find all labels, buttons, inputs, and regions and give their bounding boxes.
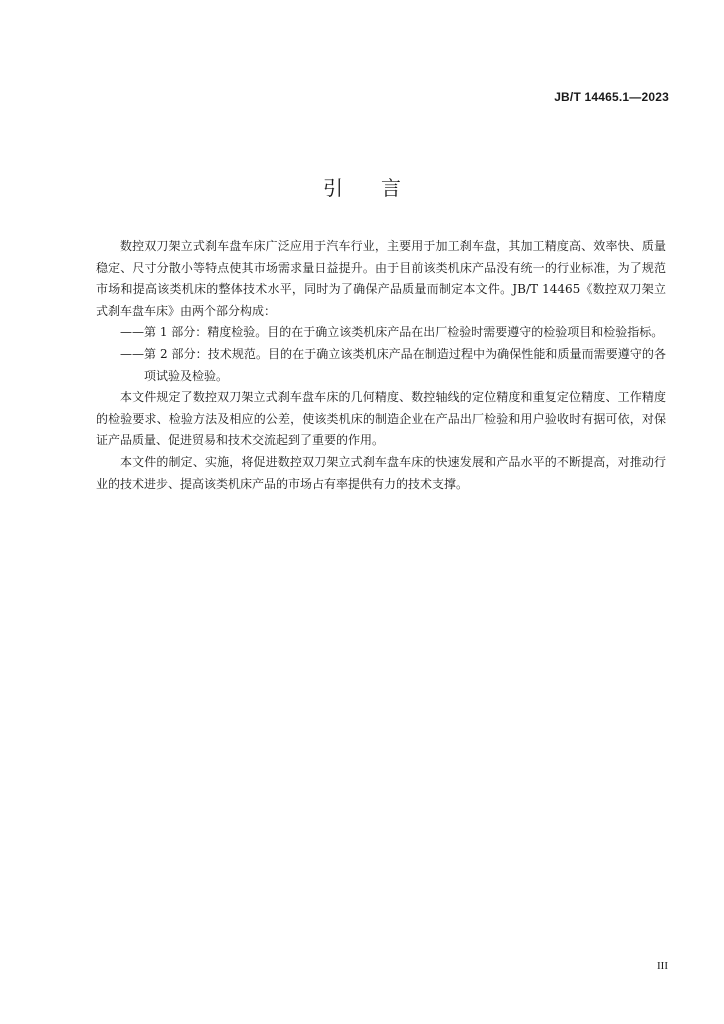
paragraph-1: 数控双刀架立式刹车盘车床广泛应用于汽车行业，主要用于加工刹车盘，其加工精度高、效率快、质量稳定、尺寸分散小等特点使其市场需求量日益提升。由于目前该类机床产品没有统一的行业标准，为了规范市场和提高该类机床的整体技术水平，同时为了确保产品质量而制定本文件。JB/T 14465《数控双刀架立式刹车盘车床》由两个部分构成： <box>96 239 666 318</box>
introduction-body <box>96 236 666 495</box>
page-title: 引言 <box>323 176 439 200</box>
list-dash: —— <box>120 325 144 340</box>
list-dash: —— <box>120 346 144 361</box>
list-item-text: 第 1 部分：精度检验。目的在于确立该类机床产品在出厂检验时需要遵守的检验项目和检验指标。 <box>144 325 664 340</box>
list-item-part-2 <box>96 344 666 387</box>
paragraph-3: 本文件的制定、实施，将促进数控双刀架立式刹车盘车床的快速发展和产品水平的不断提高，对推动行业的技术进步、提高该类机床产品的市场占有率提供有力的技术支撑。 <box>96 454 666 491</box>
paragraph-2: 本文件规定了数控双刀架立式刹车盘车床的几何精度、数控轴线的定位精度和重复定位精度、工作精度的检验要求、检验方法及相应的公差，使该类机床的制造企业在产品出厂检验和用户验收时有据可依，对保证产品质量、促进贸易和技术交流起到了重要的作用。 <box>96 390 666 448</box>
list-item-part-1 <box>96 322 666 344</box>
standard-number: JB/T 14465.1—2023 <box>554 90 669 104</box>
list-item-text: 第 2 部分：技术规范。目的在于确立该类机床产品在制造过程中为确保性能和质量而需要遵守的各项试验及检验。 <box>144 346 666 383</box>
page-number: III <box>657 960 668 972</box>
